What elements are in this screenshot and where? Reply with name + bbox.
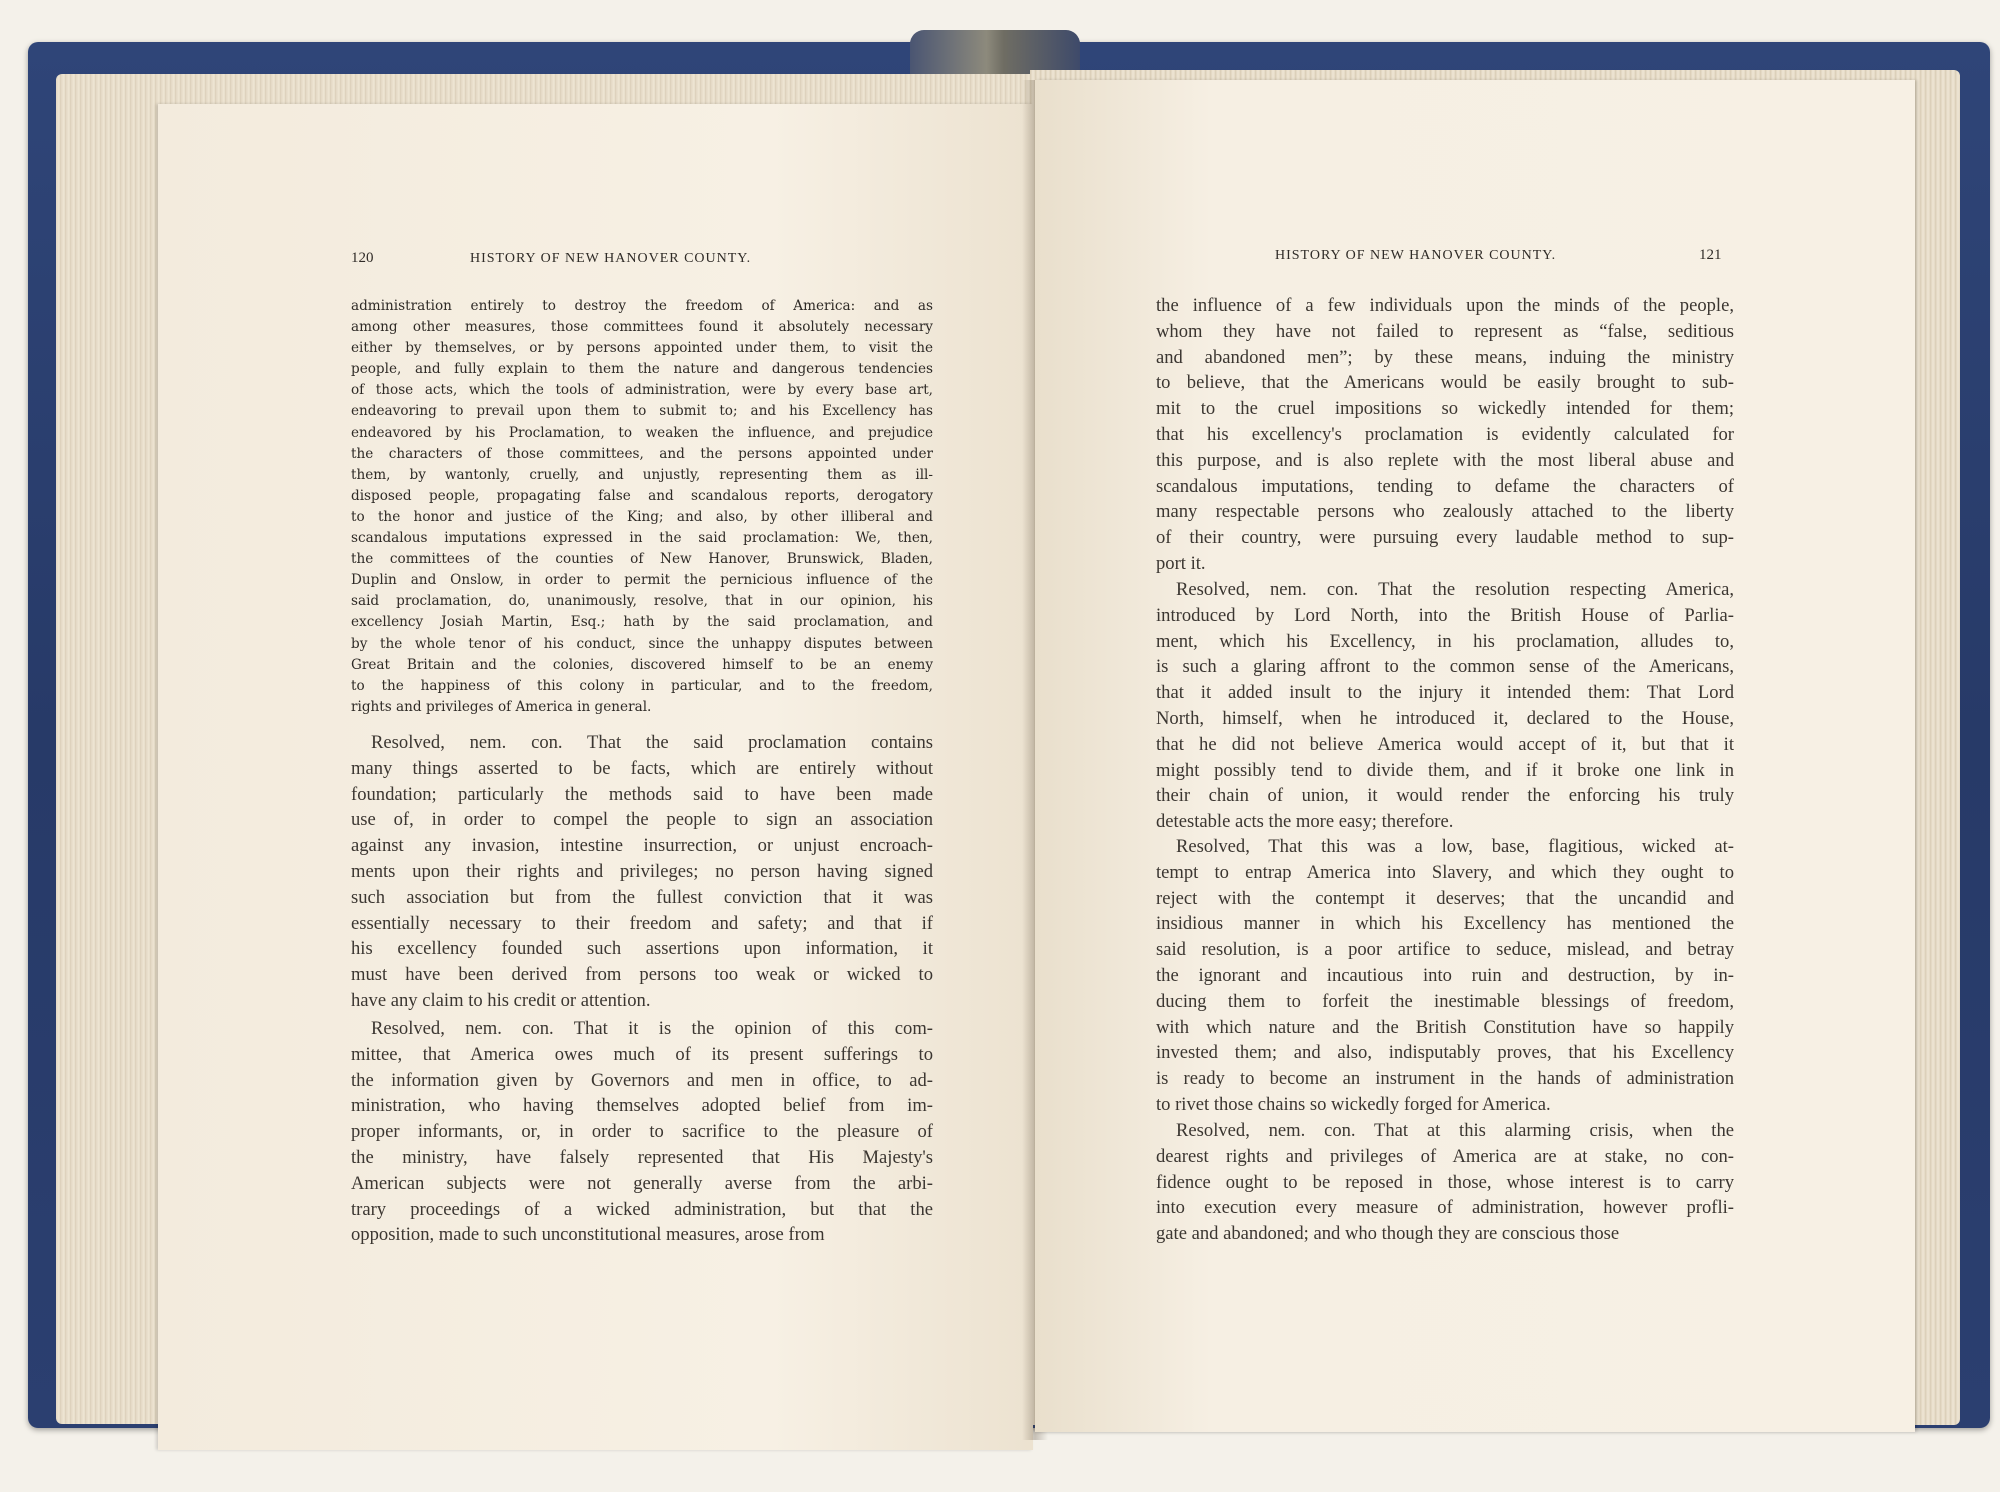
- text-line: mit to the cruel impositions so wickedly intended for them;: [1156, 398, 1734, 420]
- text-line: many respectable persons who zealously attached to the liberty: [1156, 501, 1734, 523]
- text-line: said resolution, is a poor artifice to seduce, mislead, and betray: [1156, 939, 1734, 961]
- text-line: the ignorant and incautious into ruin and destruction, by in-: [1156, 964, 1734, 986]
- left-paragraph-2: [351, 1016, 933, 1248]
- right-paragraph-4: [1156, 1118, 1734, 1247]
- text-line: rights and privileges of America in general.: [351, 698, 652, 715]
- text-line: many things asserted to be facts, which are entirely without: [351, 757, 933, 779]
- text-line: is such a glaring affront to the common sense of the Americans,: [1156, 656, 1734, 678]
- text-line: whom they have not failed to represent as “false, seditious: [1156, 320, 1734, 342]
- text-line: of their country, were pursuing every laudable method to sup-: [1156, 527, 1734, 549]
- text-line: Resolved, That this was a low, base, flagitious, wicked at-: [1176, 836, 1734, 857]
- text-line: Resolved, nem. con. That at this alarming crisis, when the: [1176, 1120, 1734, 1141]
- text-line: to rivet those chains so wickedly forged for America.: [1156, 1093, 1551, 1115]
- text-line: invested them; and also, indisputably proves, that his Excellency: [1156, 1042, 1734, 1064]
- text-line: endeavored by his Proclamation, to weaken the influence, and prejudice: [351, 424, 933, 441]
- text-line: administration entirely to destroy the freedom of America: and as: [351, 298, 933, 314]
- text-line: detestable acts the more easy; therefore.: [1156, 811, 1454, 833]
- text-line: excellency Josiah Martin, Esq.; hath by the said proclamation, and: [351, 614, 933, 631]
- text-line: endeavoring to prevail upon them to submit to; and his Excellency has: [351, 403, 933, 420]
- text-line: the information given by Governors and men in office, to ad-: [351, 1069, 933, 1091]
- text-line: the committees of the counties of New Hanover, Brunswick, Bladen,: [351, 551, 933, 568]
- text-line: ministration, who having themselves adopted belief from im-: [351, 1095, 933, 1117]
- text-line: might possibly tend to divide them, and if it broke one link in: [1156, 759, 1734, 781]
- text-line: reject with the contempt it deserves; that the uncandid and: [1156, 887, 1734, 909]
- text-line: introduced by Lord North, into the British House of Parlia-: [1156, 604, 1734, 626]
- left-page-number: 120: [351, 250, 374, 266]
- left-paragraph-1: [351, 730, 933, 1014]
- text-line: disposed people, propagating false and scandalous reports, derogatory: [351, 487, 933, 504]
- text-line: have any claim to his credit or attention.: [351, 989, 651, 1011]
- text-line: mittee, that America owes much of its present sufferings to: [351, 1043, 933, 1065]
- right-page: [1035, 80, 1915, 1432]
- text-line: scandalous imputations expressed in the said proclamation: We, then,: [351, 530, 933, 547]
- text-line: opposition, made to such unconstitutional measures, arose from: [351, 1224, 825, 1246]
- text-line: must have been derived from persons too weak or wicked to: [351, 964, 933, 986]
- right-running-head: HISTORY OF NEW HANOVER COUNTY.: [1275, 248, 1557, 263]
- text-line: port it.: [1156, 552, 1206, 574]
- text-line: such association but from the fullest conviction that it was: [351, 886, 933, 908]
- right-paragraph-2: [1156, 577, 1734, 835]
- text-line: and abandoned men”; by these means, induing the ministry: [1156, 346, 1734, 368]
- text-line: among other measures, those committees found it absolutely necessary: [351, 319, 933, 336]
- text-line: the influence of a few individuals upon the minds of the people,: [1156, 295, 1734, 316]
- text-line: of those acts, which the tools of administration, were by every base art,: [351, 382, 933, 399]
- text-line: people, and fully explain to them the nature and dangerous tendencies: [351, 361, 933, 378]
- text-line: ment, which his Excellency, in his proclamation, alludes to,: [1156, 630, 1734, 652]
- right-paragraph-1: [1156, 293, 1734, 577]
- text-line: Resolved, nem. con. That the resolution respecting America,: [1176, 579, 1734, 600]
- right-page-number: 121: [1699, 247, 1722, 263]
- text-line: scandalous imputations, tending to defame the characters of: [1156, 475, 1734, 497]
- text-line: them, by wantonly, cruelly, and unjustly, representing them as ill-: [351, 466, 933, 483]
- text-line: essentially necessary to their freedom and safety; and that if: [351, 912, 933, 934]
- text-line: Resolved, nem. con. That it is the opinion of this com-: [371, 1018, 933, 1039]
- text-line: Resolved, nem. con. That the said proclamation contains: [371, 732, 933, 753]
- text-line: that it added insult to the injury it intended them: That Lord: [1156, 682, 1734, 704]
- text-line: ments upon their rights and privileges; no person having signed: [351, 860, 933, 882]
- quote-block: [351, 296, 933, 718]
- text-line: against any invasion, intestine insurrection, or unjust encroach-: [351, 835, 933, 857]
- text-line: gate and abandoned; and who though they are conscious those: [1156, 1223, 1620, 1245]
- text-line: North, himself, when he introduced it, declared to the House,: [1156, 707, 1734, 729]
- text-line: proper informants, or, in order to sacrifice to the pleasure of: [351, 1121, 933, 1143]
- text-line: to believe, that the Americans would be easily brought to sub-: [1156, 372, 1734, 394]
- text-line: that his excellency's proclamation is evidently calculated for: [1156, 423, 1734, 445]
- text-line: his excellency founded such assertions upon information, it: [351, 938, 933, 960]
- text-line: their chain of union, it would render the enforcing his truly: [1156, 785, 1734, 807]
- text-line: to the honor and justice of the King; and also, by other illiberal and: [351, 508, 933, 525]
- text-line: ducing them to forfeit the inestimable blessings of freedom,: [1156, 990, 1734, 1012]
- text-line: fidence ought to be reposed in those, whose interest is to carry: [1156, 1171, 1734, 1193]
- text-line: the characters of those committees, and the persons appointed under: [351, 445, 933, 462]
- left-running-head: HISTORY OF NEW HANOVER COUNTY.: [470, 251, 752, 266]
- text-line: the ministry, have falsely represented that His Majesty's: [351, 1146, 933, 1168]
- text-line: Duplin and Onslow, in order to permit the pernicious influence of the: [351, 572, 933, 589]
- text-line: American subjects were not generally averse from the arbi-: [351, 1172, 933, 1194]
- text-line: into execution every measure of administration, however profli-: [1156, 1197, 1734, 1219]
- text-line: said proclamation, do, unanimously, resolve, that in our opinion, his: [351, 593, 933, 610]
- right-paragraph-3: [1156, 834, 1734, 1118]
- text-line: tempt to entrap America into Slavery, and which they ought to: [1156, 861, 1734, 883]
- text-line: Great Britain and the colonies, discovered himself to be an enemy: [351, 656, 933, 673]
- text-line: is ready to become an instrument in the hands of administration: [1156, 1068, 1734, 1090]
- left-page: [158, 104, 1033, 1450]
- text-line: dearest rights and privileges of America are at stake, no con-: [1156, 1145, 1734, 1167]
- text-line: this purpose, and is also replete with the most liberal abuse and: [1156, 449, 1734, 471]
- text-line: trary proceedings of a wicked administration, but that the: [351, 1198, 933, 1220]
- text-line: use of, in order to compel the people to sign an association: [351, 809, 933, 831]
- text-line: foundation; particularly the methods said to have been made: [351, 783, 933, 805]
- text-line: to the happiness of this colony in particular, and to the freedom,: [351, 677, 933, 694]
- text-line: by the whole tenor of his conduct, since the unhappy disputes between: [351, 635, 933, 652]
- text-line: either by themselves, or by persons appointed under them, to visit the: [351, 340, 933, 357]
- text-line: that he did not believe America would accept of it, but that it: [1156, 733, 1734, 755]
- text-line: insidious manner in which his Excellency has mentioned the: [1156, 913, 1734, 935]
- text-line: with which nature and the British Constitution have so happily: [1156, 1016, 1734, 1038]
